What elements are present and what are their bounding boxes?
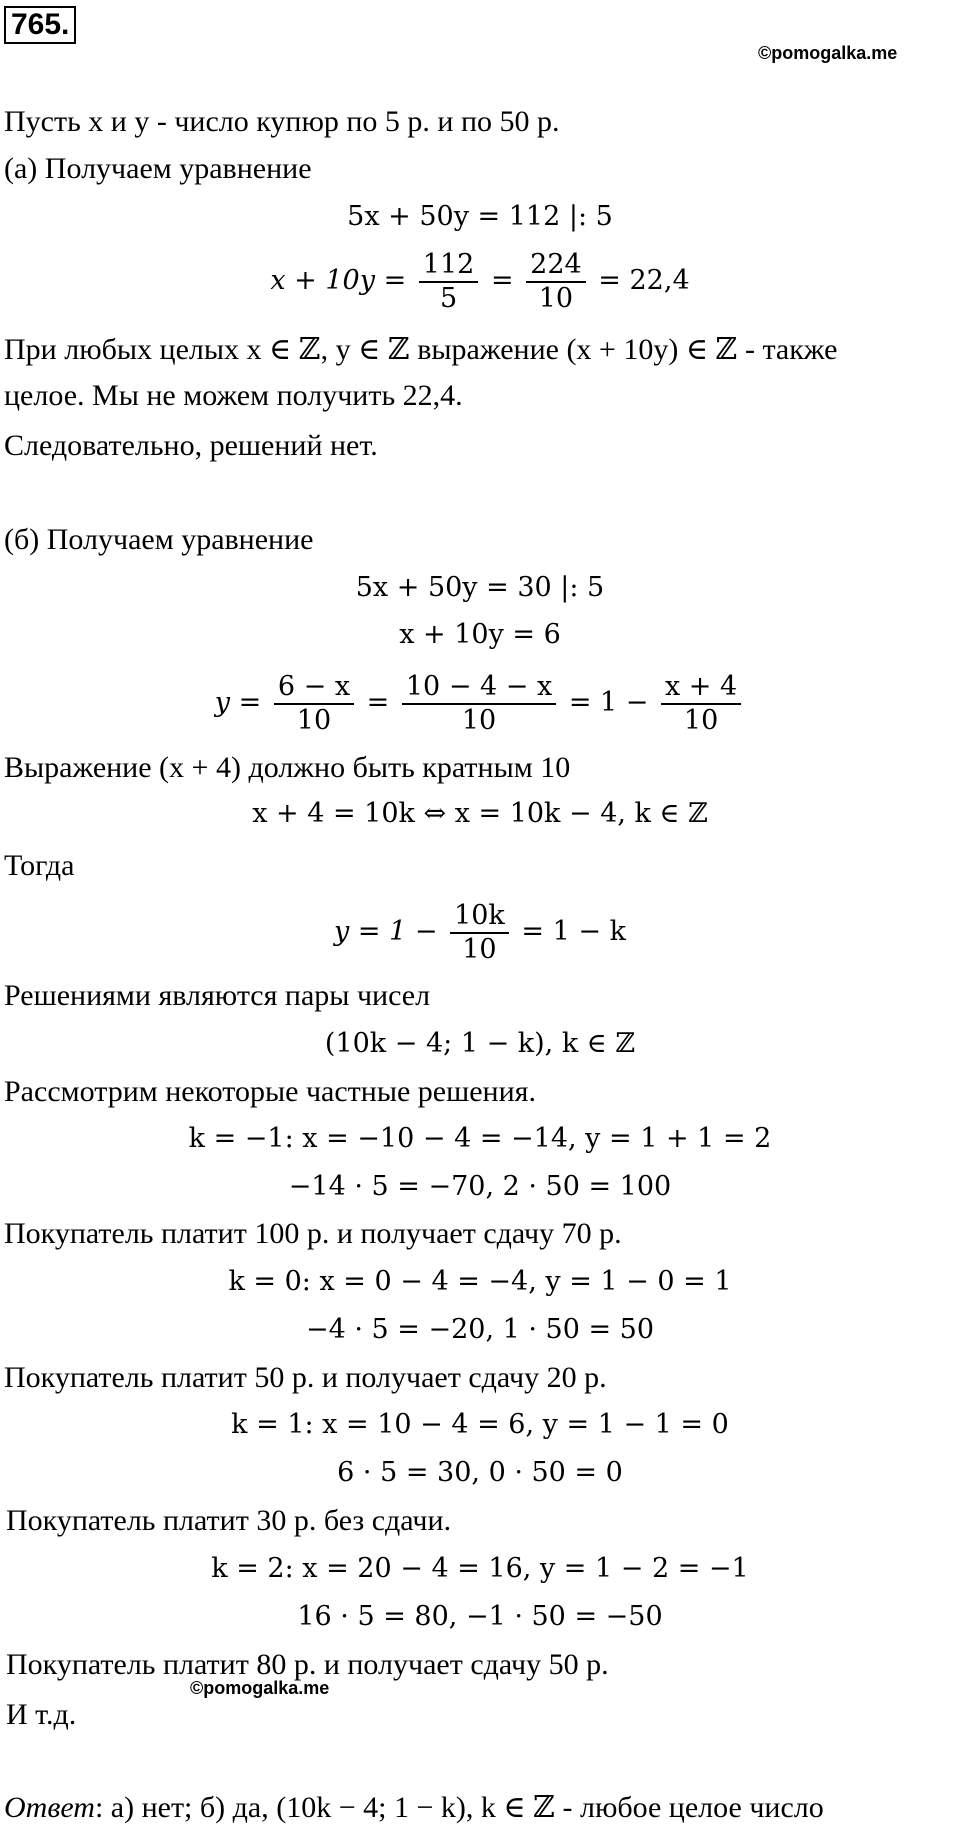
- then-text: Тогда: [4, 849, 75, 882]
- part-b-equation-3: y = $\frac{6 - x}{10}$ = $\frac{10 - 4 - x}{10}$ = 1 − $\frac{x + 4}{10}$: [0, 663, 960, 743]
- fraction-6-minus-x: $\frac{6 - x}{10}$: [274, 671, 354, 737]
- fraction-224-10: $\frac{224}{10}$: [526, 249, 586, 315]
- fraction-112-5: $\frac{112}{5}$: [419, 249, 479, 315]
- products-k-minus-1: −14 · 5 = −70, 2 · 50 = 100: [288, 1171, 672, 1202]
- part-b-equation-2: x + 10y = 6: [399, 619, 561, 650]
- answer-text: : а) нет; б) да, (10k − 4; 1 − k), k ∈ ℤ - любое целое число: [94, 1791, 824, 1824]
- result-k-1: Покупатель платит 30 р. без сдачи.: [6, 1504, 452, 1537]
- part-b-equation-4: x + 4 = 10k ⇔ x = 10k − 4, k ∈ ℤ: [252, 798, 708, 829]
- problem-number: 765.: [4, 6, 76, 44]
- part-a-text-3: Следовательно, решений нет.: [4, 429, 378, 462]
- part-a-text-1: При любых целых x ∈ ℤ, y ∈ ℤ выражение (x + 10y) ∈ ℤ - также: [4, 333, 838, 366]
- intro-text: Пусть x и y - число купюр по 5 р. и по 50 р.: [4, 105, 560, 138]
- watermark-top: ©pomogalka.me: [758, 43, 898, 63]
- answer-line: [4, 1790, 824, 1826]
- part-a-equation-1: 5x + 50y = 112 |: 5: [347, 201, 613, 232]
- part-b-equation-1: 5x + 50y = 30 |: 5: [355, 572, 605, 603]
- part-a-equation-2: x + 10y = $\frac{112}{5}$ = $\frac{224}{10}$ = 22,4: [270, 248, 690, 314]
- result-k-minus-1: Покупатель платит 100 р. и получает сдачу 70 р.: [4, 1217, 622, 1250]
- answer-label: Ответ: [4, 1791, 95, 1824]
- eq2-rhs: = 22,4: [598, 265, 690, 296]
- multiple-text: Выражение (x + 4) должно быть кратным 10: [4, 751, 571, 784]
- solution-pairs: (10k − 4; 1 − k), k ∈ ℤ: [324, 1028, 636, 1059]
- case-k-1: k = 1: x = 10 − 4 = 6, y = 1 − 1 = 0: [231, 1409, 729, 1440]
- eq2-lhs: x + 10y =: [270, 265, 407, 296]
- fraction-10-minus-4-minus-x: $\frac{10 - 4 - x}{10}$: [402, 671, 556, 737]
- products-k-0: −4 · 5 = −20, 1 · 50 = 50: [305, 1314, 655, 1345]
- products-k-1: 6 · 5 = 30, 0 · 50 = 0: [337, 1457, 623, 1488]
- case-k-0: k = 0: x = 0 − 4 = −4, y = 1 − 0 = 1: [228, 1266, 732, 1297]
- solutions-text: Решениями являются пары чисел: [4, 979, 431, 1012]
- part-b-heading: (б) Получаем уравнение: [4, 523, 314, 556]
- products-k-2: 16 · 5 = 80, −1 · 50 = −50: [297, 1601, 663, 1632]
- part-a-heading: (а) Получаем уравнение: [4, 152, 312, 185]
- case-k-minus-1: k = −1: x = −10 − 4 = −14, y = 1 + 1 = 2: [188, 1123, 772, 1154]
- result-k-0: Покупатель платит 50 р. и получает сдачу 20 р.: [4, 1361, 607, 1394]
- etc-text: И т.д.: [6, 1698, 77, 1731]
- fraction-10k-10: $\frac{10k}{10}$: [450, 900, 509, 966]
- fraction-x-plus-4: $\frac{x + 4}{10}$: [661, 671, 741, 737]
- consider-text: Рассмотрим некоторые частные решения.: [4, 1075, 536, 1108]
- part-a-text-2: целое. Мы не можем получить 22,4.: [4, 379, 463, 412]
- case-k-2: k = 2: x = 20 − 4 = 16, y = 1 − 2 = −1: [211, 1553, 749, 1584]
- watermark-bottom: ©pomogalka.me: [190, 1678, 330, 1698]
- part-b-equation-5: y = 1 − $\frac{10k}{10}$ = 1 − k: [334, 899, 626, 965]
- result-k-2: Покупатель платит 80 р. и получает сдачу 50 р.: [6, 1648, 609, 1681]
